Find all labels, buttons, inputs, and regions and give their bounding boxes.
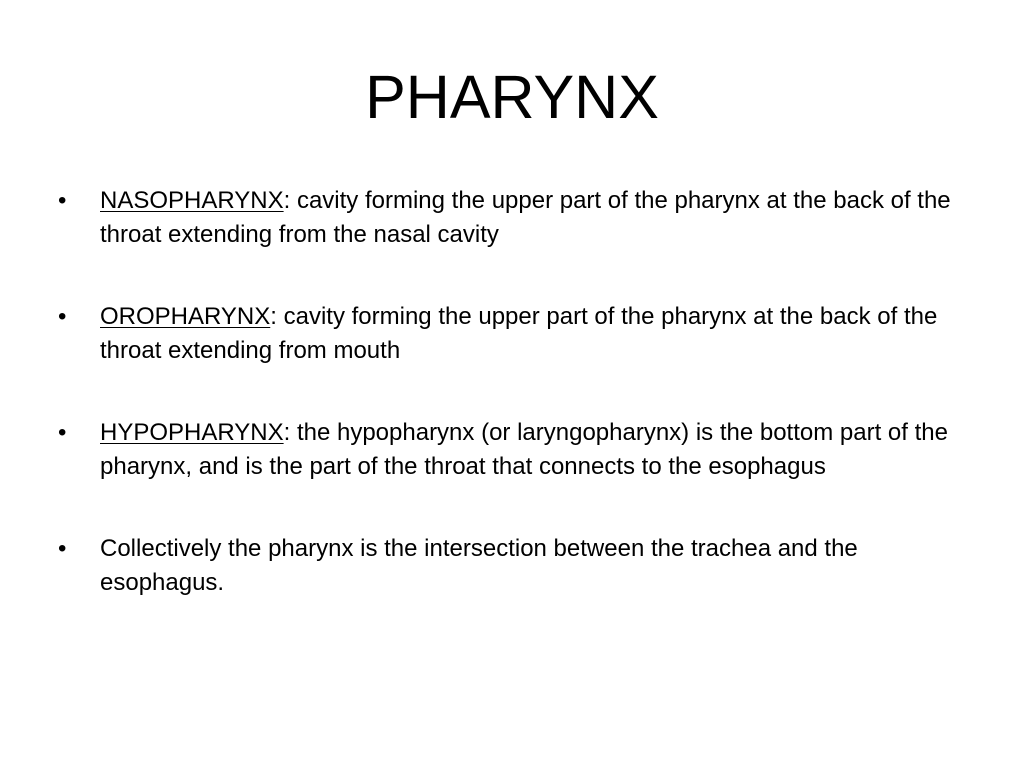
- bullet-item-nasopharynx: [58, 184, 978, 252]
- bullet-item-oropharynx: [58, 300, 978, 368]
- bullet-item-summary: [58, 532, 978, 600]
- bullet-item-hypopharynx: [58, 416, 978, 484]
- definition-hypopharynx: : the hypopharynx (or laryngopharynx) is the bottom part of the pharynx, and is the part of the throat that connects to the esophagus: [100, 419, 948, 480]
- slide-title: PHARYNX: [365, 63, 659, 131]
- definition-nasopharynx: : cavity forming the upper part of the pharynx at the back of the throat extending from the nasal cavity: [100, 187, 951, 248]
- bullet-marker: •: [58, 535, 67, 562]
- bullet-marker: •: [58, 419, 67, 446]
- bullet-marker: •: [58, 303, 67, 330]
- term-nasopharynx: NASOPHARYNX: [100, 187, 284, 214]
- bullet-marker: •: [58, 187, 67, 214]
- summary-text: Collectively the pharynx is the intersection between the trachea and the esophagus.: [100, 535, 858, 596]
- definition-oropharynx: : cavity forming the upper part of the pharynx at the back of the throat extending from mouth: [100, 303, 938, 364]
- term-hypopharynx: HYPOPHARYNX: [100, 419, 284, 446]
- term-oropharynx: OROPHARYNX: [100, 303, 271, 330]
- bullet-list: [58, 184, 978, 600]
